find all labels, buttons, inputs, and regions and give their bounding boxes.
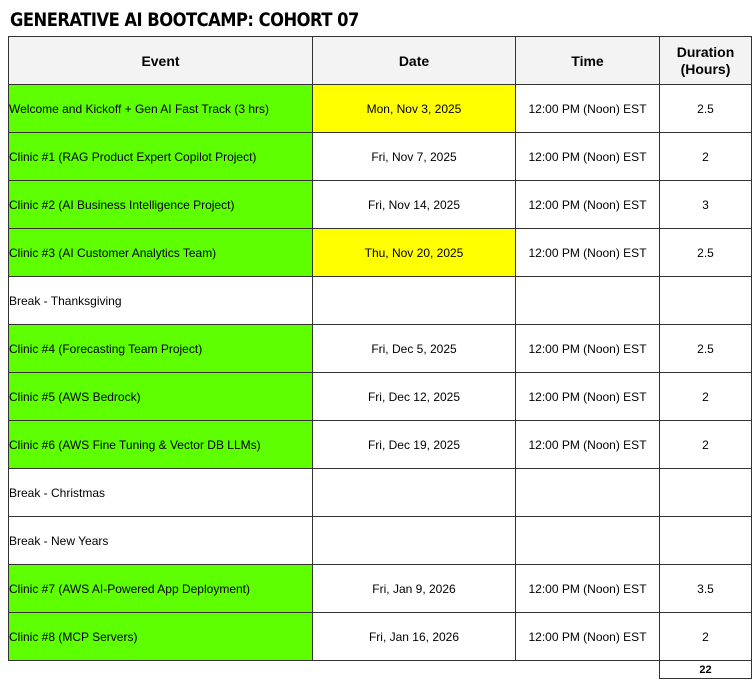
event-cell: Clinic #6 (AWS Fine Tuning & Vector DB LLMs) [9, 421, 313, 469]
event-cell: Clinic #1 (RAG Product Expert Copilot Project) [9, 133, 313, 181]
duration-cell: 2.5 [660, 325, 752, 373]
duration-cell: 2.5 [660, 85, 752, 133]
schedule-table [8, 36, 752, 679]
total-row [9, 661, 752, 679]
table-row [9, 373, 752, 421]
date-cell: Fri, Jan 16, 2026 [313, 613, 516, 661]
date-cell: Fri, Dec 5, 2025 [313, 325, 516, 373]
time-cell: 12:00 PM (Noon) EST [516, 133, 660, 181]
header-duration [660, 37, 752, 85]
event-cell: Clinic #8 (MCP Servers) [9, 613, 313, 661]
date-cell [313, 517, 516, 565]
duration-cell [660, 517, 752, 565]
duration-cell: 2 [660, 421, 752, 469]
table-row [9, 229, 752, 277]
duration-cell: 2 [660, 133, 752, 181]
duration-cell: 2.5 [660, 229, 752, 277]
event-cell: Clinic #3 (AI Customer Analytics Team) [9, 229, 313, 277]
date-cell [313, 469, 516, 517]
date-cell [313, 277, 516, 325]
page-title: GENERATIVE AI BOOTCAMP: COHORT 07 [10, 9, 359, 31]
time-cell: 12:00 PM (Noon) EST [516, 613, 660, 661]
header-date: Date [313, 37, 516, 85]
duration-cell: 2 [660, 373, 752, 421]
time-cell: 12:00 PM (Noon) EST [516, 181, 660, 229]
table-row [9, 85, 752, 133]
duration-cell [660, 277, 752, 325]
table-row [9, 565, 752, 613]
date-cell: Fri, Nov 7, 2025 [313, 133, 516, 181]
total-spacer [9, 661, 313, 679]
time-cell [516, 277, 660, 325]
header-duration-line1: Duration [676, 43, 735, 60]
duration-cell: 3 [660, 181, 752, 229]
time-cell [516, 469, 660, 517]
event-cell: Break - Thanksgiving [9, 277, 313, 325]
header-duration-line2: (Hours) [680, 60, 731, 77]
duration-cell: 2 [660, 613, 752, 661]
time-cell: 12:00 PM (Noon) EST [516, 421, 660, 469]
time-cell: 12:00 PM (Noon) EST [516, 565, 660, 613]
table-row [9, 421, 752, 469]
table-row [9, 469, 752, 517]
table-row [9, 325, 752, 373]
total-spacer [516, 661, 660, 679]
time-cell: 12:00 PM (Noon) EST [516, 229, 660, 277]
time-cell: 12:00 PM (Noon) EST [516, 85, 660, 133]
duration-cell [660, 469, 752, 517]
table-row [9, 613, 752, 661]
table-row [9, 277, 752, 325]
event-cell: Clinic #4 (Forecasting Team Project) [9, 325, 313, 373]
table-row [9, 517, 752, 565]
event-cell: Clinic #5 (AWS Bedrock) [9, 373, 313, 421]
total-duration: 22 [660, 661, 752, 679]
time-cell: 12:00 PM (Noon) EST [516, 373, 660, 421]
table-row [9, 133, 752, 181]
header-event: Event [9, 37, 313, 85]
date-cell: Thu, Nov 20, 2025 [313, 229, 516, 277]
table-row [9, 181, 752, 229]
date-cell: Fri, Nov 14, 2025 [313, 181, 516, 229]
event-cell: Clinic #2 (AI Business Intelligence Project) [9, 181, 313, 229]
date-cell: Fri, Dec 12, 2025 [313, 373, 516, 421]
event-cell: Clinic #7 (AWS AI-Powered App Deployment) [9, 565, 313, 613]
header-time: Time [516, 37, 660, 85]
time-cell: 12:00 PM (Noon) EST [516, 325, 660, 373]
event-cell: Welcome and Kickoff + Gen AI Fast Track (3 hrs) [9, 85, 313, 133]
date-cell: Fri, Dec 19, 2025 [313, 421, 516, 469]
total-spacer [313, 661, 516, 679]
time-cell [516, 517, 660, 565]
event-cell: Break - New Years [9, 517, 313, 565]
date-cell: Mon, Nov 3, 2025 [313, 85, 516, 133]
header-row [9, 37, 752, 85]
date-cell: Fri, Jan 9, 2026 [313, 565, 516, 613]
event-cell: Break - Christmas [9, 469, 313, 517]
duration-cell: 3.5 [660, 565, 752, 613]
